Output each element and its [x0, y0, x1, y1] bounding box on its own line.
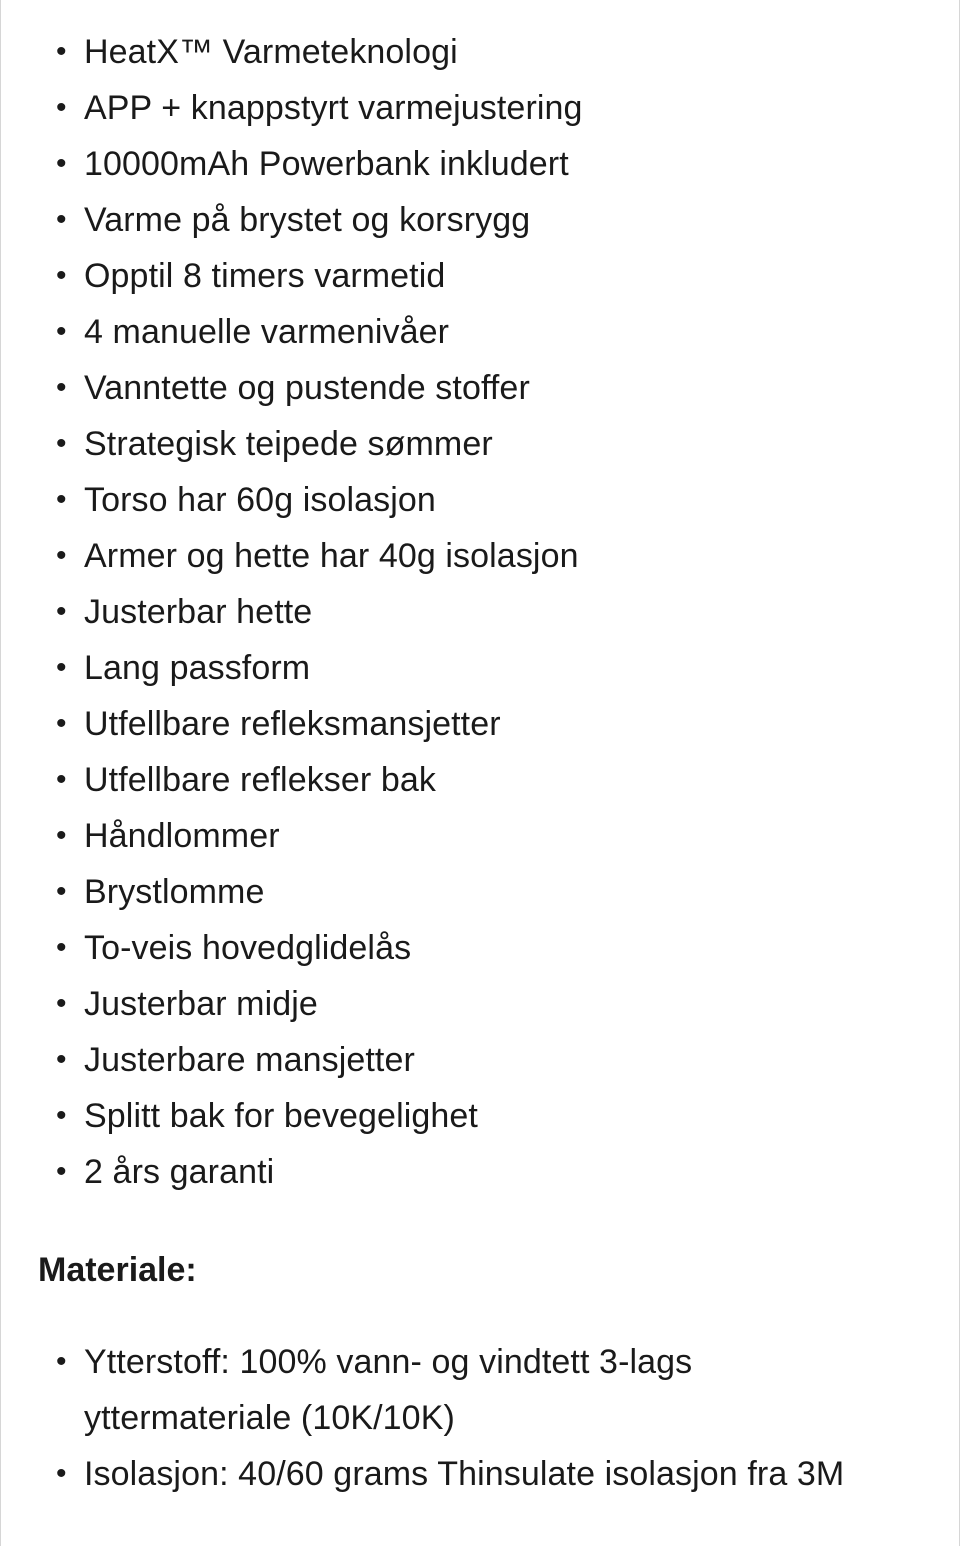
feature-text: APP + knappstyrt varmejustering [84, 89, 583, 127]
bullet-icon: • [56, 371, 67, 404]
feature-text: HeatX™ Varmeteknologi [84, 33, 458, 71]
feature-text: 4 manuelle varmenivåer [84, 313, 450, 351]
bullet-icon: • [56, 595, 67, 628]
feature-text: Justerbar hette [84, 593, 313, 631]
feature-text: Varme på brystet og korsrygg [84, 201, 531, 239]
bullet-icon: • [56, 483, 67, 516]
list-item [0, 416, 900, 472]
list-item [0, 192, 900, 248]
bullet-icon: • [56, 1457, 67, 1490]
list-item [0, 1446, 884, 1502]
feature-text: Justerbar midje [84, 985, 318, 1023]
material-heading: Materiale: [38, 1251, 197, 1289]
list-item [0, 976, 900, 1032]
bullet-icon: • [56, 707, 67, 740]
list-item [0, 80, 900, 136]
list-item [0, 1088, 900, 1144]
feature-text: Armer og hette har 40g isolasjon [84, 537, 579, 575]
list-item [0, 752, 900, 808]
list-item [0, 304, 900, 360]
bullet-icon: • [56, 875, 67, 908]
material-list [0, 1334, 920, 1502]
bullet-icon: • [56, 427, 67, 460]
feature-text: Opptil 8 timers varmetid [84, 257, 446, 295]
feature-list [0, 24, 900, 1200]
feature-text: Utfellbare reflekser bak [84, 761, 436, 799]
bullet-icon: • [56, 1155, 67, 1188]
list-item [0, 640, 900, 696]
list-item [0, 24, 900, 80]
list-item [0, 360, 900, 416]
feature-text: To-veis hovedglidelås [84, 929, 412, 967]
feature-text: 2 års garanti [84, 1153, 275, 1191]
feature-text: 10000mAh Powerbank inkludert [84, 145, 569, 183]
bullet-icon: • [56, 651, 67, 684]
list-item [0, 1144, 900, 1200]
bullet-icon: • [56, 35, 67, 68]
list-item [0, 1032, 900, 1088]
feature-text: Splitt bak for bevegelighet [84, 1097, 478, 1135]
bullet-icon: • [56, 539, 67, 572]
bullet-icon: • [56, 819, 67, 852]
bullet-icon: • [56, 1043, 67, 1076]
feature-text: Brystlomme [84, 873, 265, 911]
list-item [0, 808, 900, 864]
bullet-icon: • [56, 931, 67, 964]
bullet-icon: • [56, 147, 67, 180]
bullet-icon: • [56, 259, 67, 292]
list-item [0, 528, 900, 584]
feature-text: Håndlommer [84, 817, 280, 855]
feature-text: Strategisk teipede sømmer [84, 425, 493, 463]
bullet-icon: • [56, 763, 67, 796]
list-item [0, 584, 900, 640]
feature-text: Utfellbare refleksmansjetter [84, 705, 501, 743]
material-text: Isolasjon: 40/60 grams Thinsulate isolasjon fra 3M [84, 1455, 845, 1493]
list-item [0, 136, 900, 192]
bullet-icon: • [56, 203, 67, 236]
list-item [0, 864, 900, 920]
bullet-icon: • [56, 91, 67, 124]
feature-text: Justerbare mansjetter [84, 1041, 415, 1079]
list-item [0, 1334, 884, 1446]
bullet-icon: • [56, 1345, 67, 1378]
material-text: Ytterstoff: 100% vann- og vindtett 3-lags yttermateriale (10K/10K) [84, 1343, 693, 1437]
feature-text: Torso har 60g isolasjon [84, 481, 436, 519]
bullet-icon: • [56, 315, 67, 348]
feature-text: Lang passform [84, 649, 311, 687]
list-item [0, 472, 900, 528]
list-item [0, 920, 900, 976]
list-item [0, 248, 900, 304]
list-item [0, 696, 900, 752]
feature-text: Vanntette og pustende stoffer [84, 369, 530, 407]
bullet-icon: • [56, 987, 67, 1020]
bullet-icon: • [56, 1099, 67, 1132]
